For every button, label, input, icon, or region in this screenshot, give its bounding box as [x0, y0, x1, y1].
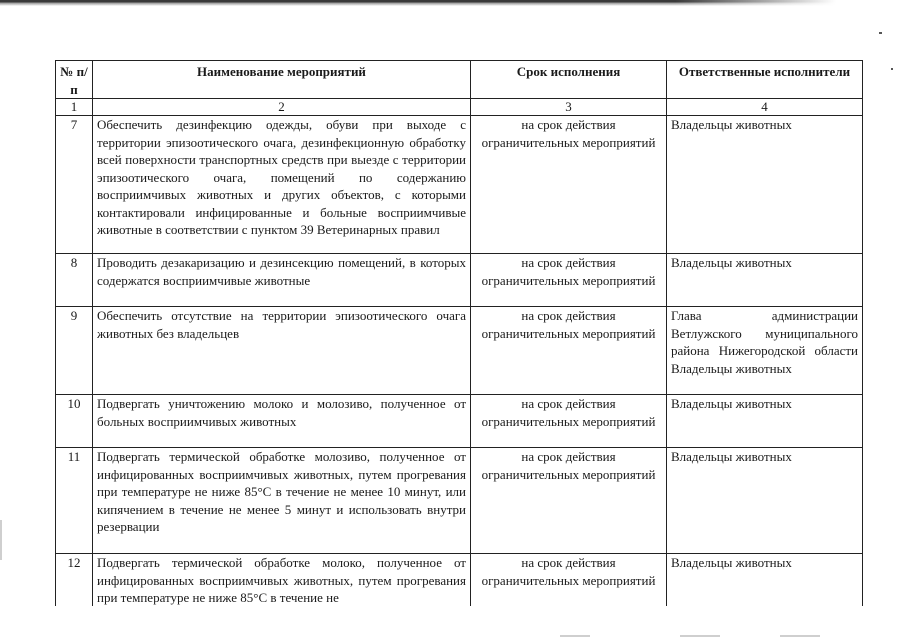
scan-speck [891, 68, 893, 70]
table-row [56, 448, 863, 554]
measure-responsible: Владельцы животных [667, 448, 863, 554]
header-responsible: Ответственные исполнители [667, 61, 863, 99]
measure-responsible: Глава администрации Ветлужского муниципального района Нижегородской области Владельцы животных [667, 307, 863, 395]
column-index: 1 [56, 99, 93, 116]
measure-term: на срок действия ограничительных мероприятий [471, 448, 667, 554]
table-row [56, 395, 863, 448]
row-number: 11 [56, 448, 93, 554]
measure-name-cell [93, 554, 471, 607]
row-number: 12 [56, 554, 93, 607]
table-header-row [56, 61, 863, 99]
header-name: Наименование мероприятий [93, 61, 471, 99]
scan-bottom-smudge [560, 635, 590, 637]
column-index-row [56, 99, 863, 116]
measure-responsible: Владельцы животных [667, 254, 863, 307]
scan-speck [879, 32, 882, 34]
measure-name: Подвергать термической обработке молозиво, полученное от инфицированных восприимчивых животных, путем прогревания при температуре не ниже 85°С в течение не менее 10 минут, или кипячением в течение не менее 5 минут и использовать внутри резервации [93, 448, 471, 554]
scan-bottom-smudge [780, 635, 820, 637]
row-number: 9 [56, 307, 93, 395]
row-number: 7 [56, 116, 93, 254]
scan-bottom-smudge [680, 635, 720, 637]
measure-responsible: Владельцы животных [671, 555, 792, 570]
table-row [56, 307, 863, 395]
scan-margin-mark [0, 520, 2, 560]
measure-term: на срок действия ограничительных мероприятий [471, 307, 667, 395]
measure-responsible: Владельцы животных [667, 395, 863, 448]
measure-term: на срок действия ограничительных мероприятий [471, 395, 667, 448]
table-row [56, 254, 863, 307]
measure-name: Подвергать уничтожению молоко и молозиво, полученное от больных восприимчивых животных [93, 395, 471, 448]
column-index: 3 [471, 99, 667, 116]
column-index: 4 [667, 99, 863, 116]
measure-name: Проводить дезакаризацию и дезинсекцию помещений, в которых содержатся восприимчивые животные [93, 254, 471, 307]
measure-term-cell [471, 554, 667, 607]
measure-name: Обеспечить отсутствие на территории эпизоотического очага животных без владельцев [93, 307, 471, 395]
table-row [56, 554, 863, 607]
scan-top-edge-fade [675, 0, 905, 6]
measure-term: на срок действия ограничительных мероприятий [471, 254, 667, 307]
measure-term: на срок действия ограничительных мероприятий [481, 555, 656, 588]
measure-term: на срок действия ограничительных мероприятий [471, 116, 667, 254]
measure-name: Подвергать термической обработке молоко, полученное от инфицированных восприимчивых животных, путем прогревания при температуре не ниже 85°С в течение не [97, 555, 466, 605]
header-number: № п/п [56, 61, 93, 99]
measure-responsible: Владельцы животных [667, 116, 863, 254]
measures-table [55, 60, 863, 606]
row-number: 10 [56, 395, 93, 448]
measure-responsible-cell [667, 554, 863, 607]
measure-name: Обеспечить дезинфекцию одежды, обуви при выходе с территории эпизоотического очага, дезинфекционную обработку всей поверхности транспортных средств при выезде с территории эпизоотического очага, помещений по содержанию восприимчивых животных и других объектов, с которыми контактировали инфицированные и больные восприимчивые животные в соответствии с пунктом 39 Ветеринарных правил [93, 116, 471, 254]
table-row [56, 116, 863, 254]
column-index: 2 [93, 99, 471, 116]
row-number: 8 [56, 254, 93, 307]
header-term: Срок исполнения [471, 61, 667, 99]
